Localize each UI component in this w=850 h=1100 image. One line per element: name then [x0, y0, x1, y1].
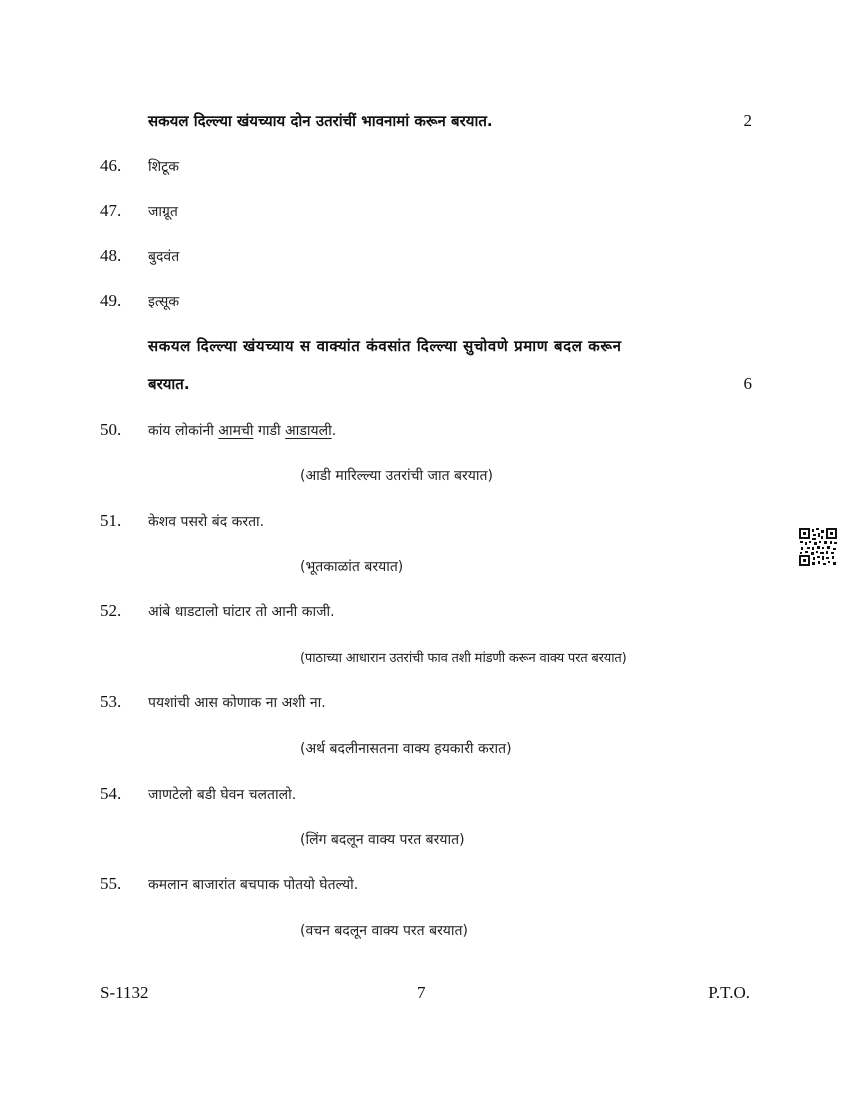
question-hint: (अर्थ बदलीनासतना वाक्य हयकारी करात)	[300, 741, 512, 757]
question-text-part: कांय लोकांनी	[148, 423, 219, 439]
section2-instruction-line2: बरयात.	[148, 375, 190, 393]
question-hint: (पाठाच्या आधारान उतरांची फाव तशी मांडणी करून वाक्य परत बरयात)	[300, 651, 627, 666]
question-number: 50.	[100, 420, 122, 439]
question-number: 51.	[100, 511, 122, 530]
question-text: बुदवंत	[148, 249, 180, 265]
question-text: पयशांची आस कोणाक ना अशी ना.	[148, 695, 326, 711]
underlined-word: आमची	[218, 423, 254, 439]
question-number: 53.	[100, 692, 122, 711]
please-turn-over: P.T.O.	[708, 983, 750, 1002]
question-hint: (भूतकाळांत बरयात)	[300, 559, 404, 575]
question-number: 55.	[100, 874, 122, 893]
underlined-word: आडायली	[285, 423, 332, 439]
question-text: इत्सूक	[148, 294, 180, 310]
question-number: 54.	[100, 784, 122, 803]
question-number: 49.	[100, 291, 122, 310]
question-hint: (वचन बदलून वाक्य परत बरयात)	[300, 923, 468, 939]
question-text: जाणटेलो बडी घेवन चलतालो.	[148, 787, 297, 803]
question-number: 46.	[100, 156, 122, 175]
question-number: 48.	[100, 246, 122, 265]
question-text: जाग्रूत	[148, 204, 178, 220]
question-number: 52.	[100, 601, 122, 620]
question-hint: (आडी मारिल्ल्या उतरांची जात बरयात)	[300, 468, 493, 484]
question-text: शिटूक	[148, 159, 179, 175]
section1-marks: 2	[743, 111, 752, 130]
question-hint: (लिंग बदलून वाक्य परत बरयात)	[300, 832, 465, 848]
question-text-part: .	[331, 423, 337, 439]
qr-code-icon	[799, 528, 837, 566]
page-number: 7	[417, 983, 426, 1002]
section2-marks: 6	[743, 374, 752, 393]
paper-code: S-1132	[100, 983, 149, 1002]
question-text	[148, 421, 336, 440]
question-number: 47.	[100, 201, 122, 220]
section2-instruction-line1: सकयल दिल्ल्या खंयच्याय स वाक्यांत कंवसांत दिल्ल्या सुचोवणे प्रमाण बदल करून	[148, 337, 622, 355]
question-text: कमलान बाजारांत बचपाक पोतयो घेतल्यो.	[148, 877, 359, 893]
question-text-part: गाडी	[253, 423, 286, 439]
section1-instruction: सकयल दिल्ल्या खंयच्याय दोन उतरांचीं भावनामां करून बरयात.	[148, 112, 493, 130]
question-text: केशव पसरो बंद करता.	[148, 514, 265, 530]
question-text: आंबे धाडटालो घांटार तो आनी काजी.	[148, 604, 335, 620]
